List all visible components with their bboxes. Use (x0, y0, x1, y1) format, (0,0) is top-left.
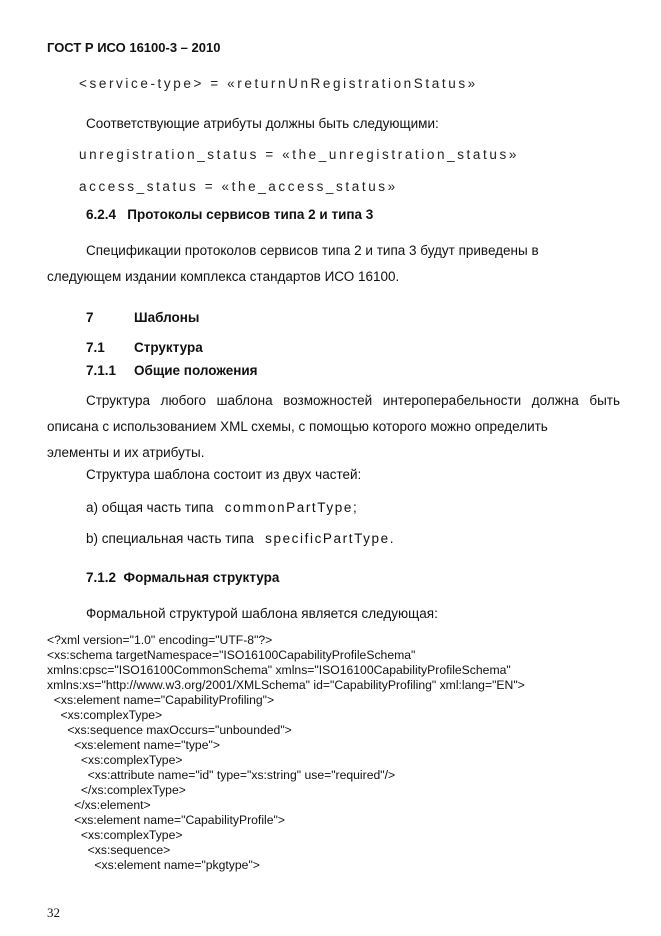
xml-code-line: <?xml version="1.0" encoding="UTF-8"?> (47, 633, 273, 647)
section-71-number: 7.1 (86, 340, 105, 355)
access-status-line: access_status = «the_access_status» (79, 179, 398, 194)
attributes-intro: Соответствующие атрибуты должны быть следующими: (86, 116, 439, 131)
list-item-b-code: specificPartType. (265, 531, 396, 546)
unregistration-status-line: unregistration_status = «the_unregistration_status» (79, 147, 519, 162)
section-712-intro: Формальной структурой шаблона является следующая: (86, 606, 438, 621)
section-71-title: Структура (134, 340, 203, 355)
list-item-b (86, 531, 395, 546)
xml-code-line: <xs:element name="CapabilityProfiling"> (47, 693, 275, 707)
xml-code-line: <xs:complexType> (47, 828, 183, 842)
xml-code-line: <xs:element name="CapabilityProfile"> (47, 813, 285, 827)
xml-code-line: <xs:complexType> (47, 708, 163, 722)
list-item-a-label: а) общая часть типа (86, 500, 214, 515)
section-624-paragraph-line1: Спецификации протоколов сервисов типа 2 и типа 3 будут приведены в (86, 243, 539, 258)
section-624-number: 6.2.4 (86, 207, 117, 222)
section-711-paragraph-line3: элементы и их атрибуты. (47, 445, 205, 460)
list-item-b-label: b) специальная часть типа (86, 531, 254, 546)
section-711-title: Общие положения (134, 363, 258, 378)
section-711-number: 7.1.1 (86, 363, 117, 378)
section-624-paragraph-line2: следующем издании комплекса стандартов ИСО 16100. (47, 269, 400, 284)
section-712-title: Формальная структура (123, 570, 280, 585)
document-header: ГОСТ Р ИСО 16100-3 – 2010 (47, 40, 221, 55)
xml-code-line: <xs:sequence> (47, 843, 171, 857)
section-712-number: 7.1.2 (86, 570, 117, 585)
section-711-paragraph-line1: Структура любого шаблона возможностей интероперабельности должна быть (86, 393, 620, 408)
section-7-title: Шаблоны (134, 310, 200, 325)
section-624-title: Протоколы сервисов типа 2 и типа 3 (127, 207, 374, 222)
section-711-paragraph-line2: описана с использованием XML схемы, с помощью которого можно определить (47, 419, 548, 434)
service-type-line: <service-type> = «returnUnRegistrationStatus» (79, 76, 478, 91)
xml-code-line: <xs:element name="pkgtype"> (47, 858, 260, 872)
xml-code-line: <xs:complexType> (47, 753, 183, 767)
list-item-a-code: commonPartType; (224, 500, 359, 515)
section-712-heading (86, 570, 279, 585)
xml-code-line: </xs:complexType> (47, 783, 186, 797)
xml-code-line: <xs:element name="type"> (47, 738, 220, 752)
section-7-number: 7 (86, 310, 94, 325)
section-711-paragraph (47, 388, 620, 466)
xml-code-line: </xs:element> (47, 798, 151, 812)
xml-code-line: xmlns:cpsc="ISO16100CommonSchema" xmlns="ISO16100CapabilityProfileSchema" (47, 663, 511, 677)
section-624-heading (86, 207, 373, 222)
parts-intro: Структура шаблона состоит из двух частей: (86, 467, 362, 482)
page-number: 32 (47, 905, 60, 920)
list-item-a (86, 500, 358, 515)
xml-code-line: <xs:sequence maxOccurs="unbounded"> (47, 723, 292, 737)
section-624-paragraph (47, 238, 620, 290)
xml-code-line: <xs:attribute name="id" type="xs:string" use="required"/> (47, 768, 396, 782)
xml-code-line: xmlns:xs="http://www.w3.org/2001/XMLSchema" id="CapabilityProfiling" xml:lang="EN"> (47, 678, 525, 692)
xml-code-line: <xs:schema targetNamespace="ISO16100CapabilityProfileSchema" (47, 648, 416, 662)
